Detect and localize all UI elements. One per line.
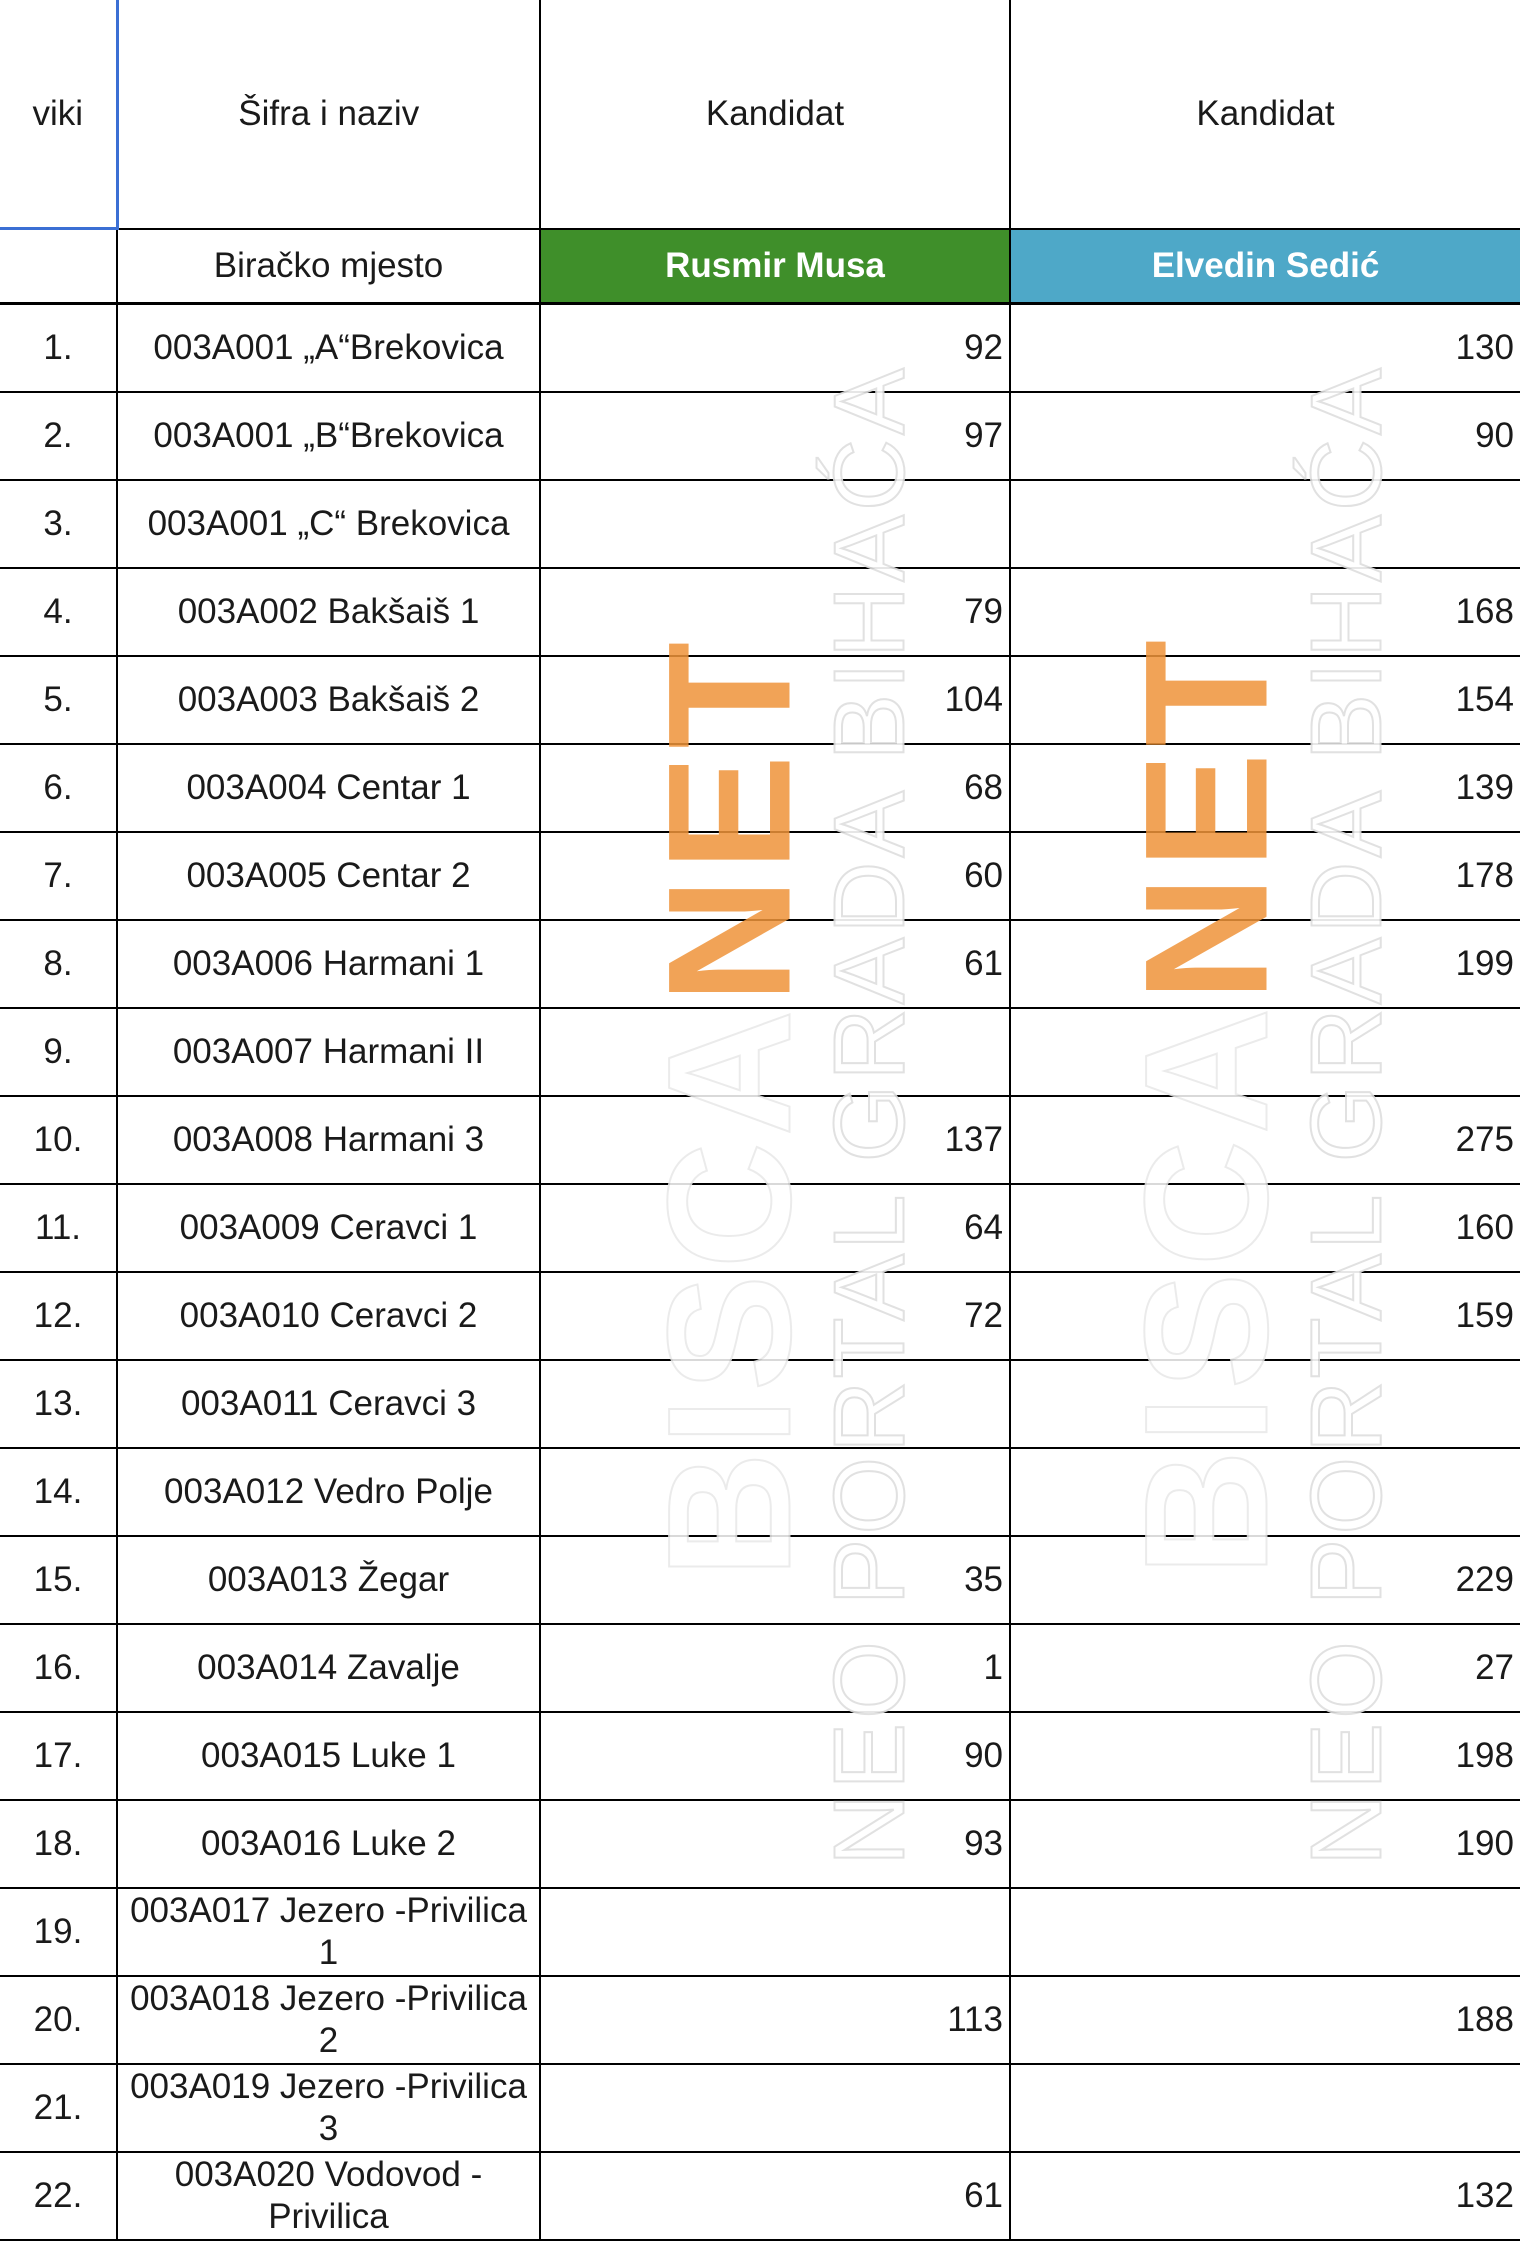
row-number[interactable]: 9.	[0, 1008, 117, 1096]
candidate-1-votes[interactable]: 1	[540, 1624, 1010, 1712]
header-row	[0, 0, 1520, 229]
table-row	[0, 744, 1520, 832]
table-row	[0, 1360, 1520, 1448]
candidate-1-name[interactable]: Rusmir Musa	[540, 229, 1010, 304]
table-row	[0, 1888, 1520, 1976]
row-number[interactable]: 19.	[0, 1888, 117, 1976]
polling-station-cell[interactable]: 003A001 „B“Brekovica	[117, 392, 540, 480]
row-number[interactable]: 22.	[0, 2152, 117, 2240]
row-number[interactable]: 10.	[0, 1096, 117, 1184]
candidate-1-votes[interactable]: 90	[540, 1712, 1010, 1800]
polling-station-cell[interactable]: 003A018 Jezero -Privilica 2	[117, 1976, 540, 2064]
polling-station-cell[interactable]: 003A010 Ceravci 2	[117, 1272, 540, 1360]
row-number[interactable]: 16.	[0, 1624, 117, 1712]
candidate-2-votes[interactable]	[1010, 2064, 1520, 2152]
polling-station-cell[interactable]: 003A002 Bakšaiš 1	[117, 568, 540, 656]
subheader-row	[0, 229, 1520, 304]
row-number[interactable]: 14.	[0, 1448, 117, 1536]
polling-station-cell[interactable]: 003A003 Bakšaiš 2	[117, 656, 540, 744]
candidate-2-votes[interactable]: 188	[1010, 1976, 1520, 2064]
polling-station-cell[interactable]: 003A009 Ceravci 1	[117, 1184, 540, 1272]
candidate-2-votes[interactable]: 90	[1010, 392, 1520, 480]
header-col-candidate-1[interactable]: Kandidat	[540, 0, 1010, 229]
header-col-code-name[interactable]: Šifra i naziv	[117, 0, 540, 229]
candidate-2-votes[interactable]: 229	[1010, 1536, 1520, 1624]
row-number[interactable]: 13.	[0, 1360, 117, 1448]
candidate-1-votes[interactable]: 92	[540, 304, 1010, 393]
table-row	[0, 304, 1520, 393]
candidate-2-votes[interactable]: 160	[1010, 1184, 1520, 1272]
candidate-1-votes[interactable]: 64	[540, 1184, 1010, 1272]
subheader-empty-cell[interactable]	[0, 229, 117, 304]
candidate-1-votes[interactable]: 61	[540, 2152, 1010, 2240]
polling-station-cell[interactable]: 003A001 „A“Brekovica	[117, 304, 540, 393]
table-row	[0, 1184, 1520, 1272]
candidate-1-votes[interactable]: 97	[540, 392, 1010, 480]
row-number[interactable]: 11.	[0, 1184, 117, 1272]
row-number[interactable]: 4.	[0, 568, 117, 656]
header-col-number[interactable]: viki	[0, 0, 117, 229]
candidate-1-votes[interactable]: 137	[540, 1096, 1010, 1184]
candidate-1-votes[interactable]	[540, 1888, 1010, 1976]
polling-station-cell[interactable]: 003A015 Luke 1	[117, 1712, 540, 1800]
watermark-ghost-text: BISCA	[1109, 1001, 1305, 1577]
candidate-2-votes[interactable]: 190	[1010, 1800, 1520, 1888]
header-col-candidate-2[interactable]: Kandidat	[1010, 0, 1520, 229]
candidate-1-votes[interactable]: 113	[540, 1976, 1010, 2064]
watermark-orange-text: NET	[1109, 633, 1305, 1002]
row-number[interactable]: 8.	[0, 920, 117, 1008]
row-number[interactable]: 20.	[0, 1976, 117, 2064]
candidate-1-votes[interactable]	[540, 1360, 1010, 1448]
candidate-1-votes[interactable]	[540, 1008, 1010, 1096]
table-row	[0, 1008, 1520, 1096]
watermark-ghost-text: BISCA	[632, 1003, 828, 1579]
polling-station-cell[interactable]: 003A004 Centar 1	[117, 744, 540, 832]
candidate-1-votes[interactable]	[540, 480, 1010, 568]
candidate-2-votes[interactable]: 198	[1010, 1712, 1520, 1800]
row-number[interactable]: 6.	[0, 744, 117, 832]
row-number[interactable]: 12.	[0, 1272, 117, 1360]
candidate-2-votes[interactable]	[1010, 1008, 1520, 1096]
watermark-tagline-text: NEO PORTAL GRADA BIHAĆA	[1290, 364, 1403, 1866]
table-row	[0, 1800, 1520, 1888]
row-number[interactable]: 15.	[0, 1536, 117, 1624]
polling-station-cell[interactable]: 003A020 Vodovod -Privilica	[117, 2152, 540, 2240]
table-row	[0, 656, 1520, 744]
candidate-1-votes[interactable]: 79	[540, 568, 1010, 656]
row-number[interactable]: 21.	[0, 2064, 117, 2152]
candidate-2-votes[interactable]: 130	[1010, 304, 1520, 393]
candidate-2-votes[interactable]: 139	[1010, 744, 1520, 832]
polling-station-cell[interactable]: 003A008 Harmani 3	[117, 1096, 540, 1184]
table-row	[0, 1624, 1520, 1712]
candidate-2-votes[interactable]: 27	[1010, 1624, 1520, 1712]
candidate-2-votes[interactable]: 132	[1010, 2152, 1520, 2240]
candidate-2-votes[interactable]: 159	[1010, 1272, 1520, 1360]
polling-station-cell[interactable]: 003A011 Ceravci 3	[117, 1360, 540, 1448]
table-row	[0, 1272, 1520, 1360]
candidate-1-votes[interactable]: 93	[540, 1800, 1010, 1888]
row-number[interactable]: 7.	[0, 832, 117, 920]
candidate-2-votes[interactable]	[1010, 1888, 1520, 1976]
table-row	[0, 568, 1520, 656]
candidate-1-votes[interactable]: 35	[540, 1536, 1010, 1624]
candidate-2-votes[interactable]	[1010, 1448, 1520, 1536]
polling-station-cell[interactable]: 003A007 Harmani II	[117, 1008, 540, 1096]
table-row	[0, 1096, 1520, 1184]
polling-station-cell[interactable]: 003A013 Žegar	[117, 1536, 540, 1624]
table-row	[0, 2064, 1520, 2152]
table-row	[0, 392, 1520, 480]
row-number[interactable]: 1.	[0, 304, 117, 393]
row-number[interactable]: 3.	[0, 480, 117, 568]
table-row	[0, 920, 1520, 1008]
row-number[interactable]: 5.	[0, 656, 117, 744]
polling-station-cell[interactable]: 003A017 Jezero -Privilica 1	[117, 1888, 540, 1976]
table-row	[0, 1712, 1520, 1800]
candidate-1-votes[interactable]	[540, 2064, 1010, 2152]
table-row	[0, 1448, 1520, 1536]
polling-station-cell[interactable]: 003A001 „C“ Brekovica	[117, 480, 540, 568]
row-number[interactable]: 18.	[0, 1800, 117, 1888]
candidate-1-votes[interactable]: 104	[540, 656, 1010, 744]
table-row	[0, 1536, 1520, 1624]
watermark-tagline-text: NEO PORTAL GRADA BIHAĆA	[813, 364, 926, 1866]
polling-station-cell[interactable]: 003A012 Vedro Polje	[117, 1448, 540, 1536]
candidate-2-votes[interactable]: 154	[1010, 656, 1520, 744]
table-row	[0, 1976, 1520, 2064]
polling-station-cell[interactable]: 003A016 Luke 2	[117, 1800, 540, 1888]
candidate-2-votes[interactable]: 199	[1010, 920, 1520, 1008]
table-row	[0, 2152, 1520, 2240]
watermark-orange-text: NET	[632, 635, 828, 1004]
polling-station-cell[interactable]: 003A014 Zavalje	[117, 1624, 540, 1712]
candidate-1-votes[interactable]: 61	[540, 920, 1010, 1008]
row-number[interactable]: 2.	[0, 392, 117, 480]
polling-station-cell[interactable]: 003A005 Centar 2	[117, 832, 540, 920]
candidate-2-name[interactable]: Elvedin Sedić	[1010, 229, 1520, 304]
candidate-1-votes[interactable]: 68	[540, 744, 1010, 832]
polling-station-cell[interactable]: 003A006 Harmani 1	[117, 920, 540, 1008]
candidate-1-votes[interactable]	[540, 1448, 1010, 1536]
subheader-polling-station[interactable]: Biračko mjesto	[117, 229, 540, 304]
table-row	[0, 832, 1520, 920]
candidate-2-votes[interactable]	[1010, 1360, 1520, 1448]
candidate-2-votes[interactable]: 275	[1010, 1096, 1520, 1184]
candidate-1-votes[interactable]: 60	[540, 832, 1010, 920]
polling-station-cell[interactable]: 003A019 Jezero -Privilica 3	[117, 2064, 540, 2152]
candidate-1-votes[interactable]: 72	[540, 1272, 1010, 1360]
candidate-2-votes[interactable]: 168	[1010, 568, 1520, 656]
candidate-2-votes[interactable]	[1010, 480, 1520, 568]
row-number[interactable]: 17.	[0, 1712, 117, 1800]
table-row	[0, 480, 1520, 568]
candidate-2-votes[interactable]: 178	[1010, 832, 1520, 920]
